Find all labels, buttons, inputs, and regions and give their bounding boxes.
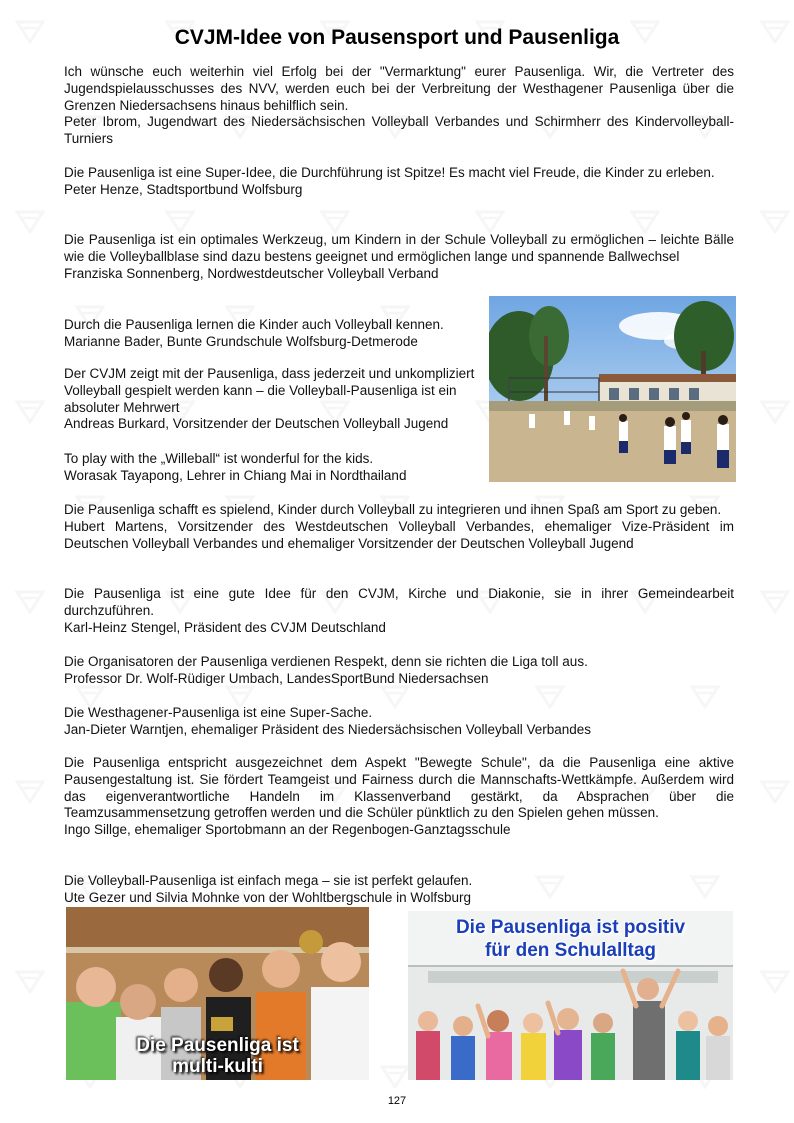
cvjm-logo-icon xyxy=(760,970,790,994)
cvjm-logo-icon xyxy=(15,970,45,994)
photo-schulalltag xyxy=(408,911,733,1080)
quote-5 xyxy=(64,366,484,433)
cvjm-logo-icon xyxy=(630,210,660,234)
quote-6 xyxy=(64,451,484,485)
photo-caption xyxy=(66,1035,369,1077)
cvjm-logo-icon xyxy=(760,210,790,234)
quote-2 xyxy=(64,165,734,199)
quote-author: Andreas Burkard, Vorsitzender der Deutschen Volleyball Jugend xyxy=(64,416,449,432)
caption-line-2: multi-kulti xyxy=(172,1056,263,1077)
quote-text: Die Pausenliga entspricht ausgezeichnet dem Aspekt "Bewegte Schule", da die Pausenliga eine aktive Pausengestaltung ist. Sie fördert Teamgeist und Fairness durch die Mannschafts-Wettkämpfe. Außerdem wird das eigenverantwortliche Handeln im Klassenverband gestärkt, da Absprachen über die Teamzusammensetzung getroffen werden und die Schüler pünktlich zu den Spielen gehen müssen. xyxy=(64,755,734,821)
quote-7 xyxy=(64,502,734,552)
quote-text: Die Pausenliga ist ein optimales Werkzeug, um Kindern in der Schule Volleyball zu ermöglichen – leichte Bälle wie die Volleyballblase sind dazu bestens geeignet und ermöglichen lange und spannende Ballwechsel xyxy=(64,232,734,264)
quote-text: Durch die Pausenliga lernen die Kinder auch Volleyball kennen. xyxy=(64,317,444,332)
quote-10 xyxy=(64,705,734,739)
cvjm-logo-icon xyxy=(320,210,350,234)
quote-text: Ich wünsche euch weiterhin viel Erfolg bei der "Vermarktung" eurer Pausenliga. Wir, die Vertreter des Jugendspielausschusses des NVV, werden euch bei der Verbreitung der Westhagener Pausenliga über die Grenzen Niedersachsens hinaus behilflich sein. xyxy=(64,64,734,113)
quote-4 xyxy=(64,317,484,351)
quote-8 xyxy=(64,586,734,636)
page-title: CVJM-Idee von Pausensport und Pausenliga xyxy=(174,26,620,49)
quote-author: Franziska Sonnenberg, Nordwestdeutscher Volleyball Verband xyxy=(64,265,439,281)
cvjm-logo-icon xyxy=(15,210,45,234)
quote-author: Jan-Dieter Warntjen, ehemaliger Präsident des Niedersächsischen Volleyball Verbandes xyxy=(64,721,592,737)
cvjm-logo-icon xyxy=(380,1065,410,1089)
page-number: 127 xyxy=(387,1095,407,1107)
quote-text: Die Pausenliga ist eine Super-Idee, die Durchführung ist Spitze! Es macht viel Freude, die Kinder zu erleben. xyxy=(64,165,715,180)
cvjm-logo-icon xyxy=(15,400,45,424)
cvjm-logo-icon xyxy=(760,780,790,804)
quote-text: Die Volleyball-Pausenliga ist einfach mega – sie ist perfekt gelaufen. xyxy=(64,873,473,888)
quote-author: Professor Dr. Wolf-Rüdiger Umbach, LandesSportBund Niedersachsen xyxy=(64,670,489,686)
cvjm-logo-icon xyxy=(15,590,45,614)
quote-text: Die Pausenliga ist eine gute Idee für den CVJM, Kirche und Diakonie, sie in ihrer Gemeindearbeit durchzuführen. xyxy=(64,586,734,618)
photo-multikulti xyxy=(66,907,369,1080)
cvjm-logo-icon xyxy=(15,780,45,804)
quote-text: Die Westhagener-Pausenliga ist eine Super-Sache. xyxy=(64,705,373,720)
cvjm-logo-icon xyxy=(165,210,195,234)
quote-text: Der CVJM zeigt mit der Pausenliga, dass jederzeit und unkompliziert Volleyball gespielt werden kann – die Volleyball-Pausenliga ist ein absoluter Mehrwert xyxy=(64,366,475,415)
quote-11 xyxy=(64,755,734,839)
quote-author: Ingo Sillge, ehemaliger Sportobmann an der Regenbogen-Ganztagsschule xyxy=(64,822,511,838)
quote-author: Karl-Heinz Stengel, Präsident des CVJM Deutschland xyxy=(64,619,386,635)
quote-1 xyxy=(64,64,734,148)
photo-caption xyxy=(408,916,733,962)
caption-line-1: Die Pausenliga ist xyxy=(136,1035,299,1056)
cvjm-logo-icon xyxy=(475,210,505,234)
cvjm-logo-icon xyxy=(760,400,790,424)
caption-line-1: Die Pausenliga ist positiv xyxy=(455,917,686,938)
photo-thailand-schoolyard xyxy=(489,296,736,482)
quote-text: To play with the „Willeball“ ist wonderful for the kids. xyxy=(64,451,374,466)
quote-text: Die Pausenliga schafft es spielend, Kinder durch Volleyball zu integrieren und ihnen Spaß am Sport zu geben. xyxy=(64,502,722,517)
quote-author: Ute Gezer und Silvia Mohnke von der Wohltbergschule in Wolfsburg xyxy=(64,889,471,905)
cvjm-logo-icon xyxy=(760,590,790,614)
quote-text: Die Organisatoren der Pausenliga verdienen Respekt, denn sie richten die Liga toll aus. xyxy=(64,654,588,669)
quote-9 xyxy=(64,654,734,688)
quote-author: Hubert Martens, Vorsitzender des Westdeutschen Volleyball Verbandes, ehemaliger Vize-Präsident im Deutschen Volleyball Verbandes und ehemaliger Vorsitzender der Deutschen Volleyball Jugend xyxy=(64,518,734,551)
quote-3 xyxy=(64,232,734,282)
quote-author: Peter Ibrom, Jugendwart des Niedersächsischen Volleyball Verbandes und Schirmherr des Kindervolleyball-Turniers xyxy=(64,114,734,147)
quote-author: Peter Henze, Stadtsportbund Wolfsburg xyxy=(64,181,303,197)
caption-line-2: für den Schulalltag xyxy=(484,940,657,961)
quote-author: Worasak Tayapong, Lehrer in Chiang Mai in Nordthailand xyxy=(64,467,407,483)
quote-author: Marianne Bader, Bunte Grundschule Wolfsburg-Detmerode xyxy=(64,333,418,349)
quote-12 xyxy=(64,873,734,907)
